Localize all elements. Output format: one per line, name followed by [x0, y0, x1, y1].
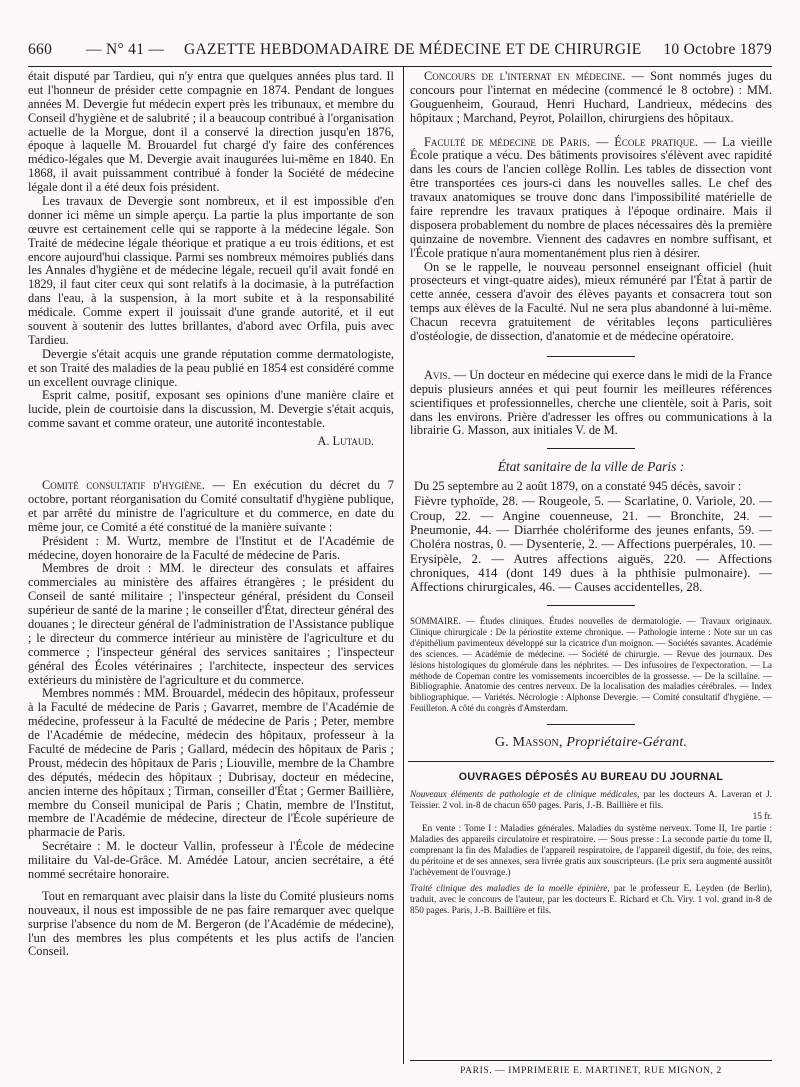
journal-title: GAZETTE HEBDOMADAIRE DE MÉDECINE ET DE CHIRURGIE [184, 41, 642, 58]
ouvrage1-price: 15 fr. [752, 811, 772, 822]
comite-remarque: Tout en remarquant avec plaisir dans la liste du Comité plusieurs noms nouveaux, il nous est impossible de ne pas faire remarquer avec quelque surprise l'absence du nom de M. Bergeron (de l'Académie de médecine), l'un des membres les plus compétents et les plus actifs de l'ancien Conseil. [28, 888, 394, 959]
faculte-heading: Faculté de médecine de Paris. — École pratique. [424, 134, 698, 149]
devergie-paragraph-4: Esprit calme, positif, exposant ses opinions d'une manière claire et lucide, plein de courtoisie dans la discussion, M. Devergie s'était acquis, comme savant et comme orateur, une autorité incontestable. [28, 388, 394, 431]
issue-number: — N° 41 — [86, 41, 165, 58]
comite-president: Président : M. Wurtz, membre de l'Institut et de l'Académie de médecine, doyen honoraire de la Faculté de médecine de Paris. [28, 533, 394, 562]
comite-secretaire: Secrétaire : M. le docteur Vallin, professeur à l'École de médecine militaire du Val-de-Grâce. M. Amédée Latour, ancien secrétaire, a été nommé secrétaire honoraire. [28, 839, 394, 881]
ouvrage3-title: Traité clinique des maladies de la moelle épinière, [410, 882, 610, 893]
etat-title: État sanitaire de la ville de Paris : [497, 459, 685, 475]
gerant-title: Propriétaire-Gérant. [566, 735, 688, 751]
ouvrage1-text: par les docteurs A. Laveran et J. Teissier. 2 vol. in-8 de chacun 650 pages. Paris, J.-B. Baillière et fils. [410, 788, 773, 811]
page-header [28, 37, 772, 63]
footer-rule [410, 1060, 772, 1061]
left-column [28, 70, 394, 959]
page-number: 660 [28, 41, 53, 58]
gerant-line [410, 735, 772, 751]
concours-heading: Concours de l'internat en médecine. [424, 69, 626, 83]
ouvrage1-title: Nouveaux éléments de pathologie et de clinique médicales, [410, 788, 640, 799]
comite-heading: Comité consultatif d'hygiène. [42, 478, 205, 493]
gerant-name: G. Masson, [494, 735, 563, 751]
avis-text: — Un docteur en médecine qui exerce dans le midi de la France depuis plusieurs années et qui peut fournir les meilleures références scientifiques et professionnelles, cherche une clientèle, soit à Paris, soit dans les environs. Prière d'adresser les offres ou communications à la librairie G. Masson, aux initiales V. de M. [410, 367, 772, 438]
imprimerie-line: PARIS. — IMPRIMERIE E. MARTINET, RUE MIGNON, 2 [460, 1066, 722, 1076]
concours-text: — Sont nommés juges du concours pour l'internat en médecine (commencé le 8 octobre) : MM. Gouguenheim, Gouraud, Henri Huchard, Landrieux, médecins des hôpitaux ; Marchand, Peyrot, Polaillon, chirurgiens des hôpitaux. [410, 69, 772, 125]
devergie-paragraph-1: était disputé par Tardieu, qui n'y entra que quelques années plus tard. Il eut l'honneur de présider cette compagnie en 1874. Pendant de longues années M. Devergie fut médecin expert près les tribunaux, et membre du Conseil d'hygiène et de salubrité ; il a beaucoup contribué à l'organisation actuelle de la Morgue, dont il a conservé la direction jusqu'en 1876, époque à laquelle M. Brouardel fut chargé d'y faire des conférences médico-légales que M. Devergie avait inaugurées lui-même en 1840. En 1868, il avait puissamment contribué à fonder la Société de médecine légale dont il a été deux fois président. [28, 69, 394, 195]
ouvrage3-text: par le professeur E. Leyden (de Berlin), traduit, avec le concours de l'auteur, par les docteurs E. Richard et Ch. Viry. 1 vol. grand in-8 de 850 pages. Paris, J.-B. Baillière et fils. [410, 882, 772, 916]
devergie-paragraph-2: Les travaux de Devergie sont nombreux, et il est impossible d'en donner ici même un simple aperçu. La partie la plus importante de son œuvre est certainement celle qui se rapporte à la médecine légale. Son Traité de médecine légale théorique et pratique a eu trois éditions, et est encore aujourd'hui classique. Parmi ses nombreux mémoires publiés dans les Annales d'hygiène et de médecine légale, recueil qu'il avait fondé en 1829, il faut citer ceux qui sont relatifs à la docimasie, à la putréfaction dans l'eau, à la suspension, à la mort subite et à la responsabilité médicale. Comme expert il jouissait d'une grande autorité, et il eut souvent à soutenir des luttes brillantes, d'abord avec Orfila, puis avec Tardieu. [28, 194, 394, 347]
faculte-text-1: — La vieille École pratique a vécu. Des bâtiments provisoires s'élèvent avec rapidité dans les cours de l'ancien collège Rollin. Les tables de dissection vont être transportées ces jours-ci dans les nouvelles salles. Le chef des travaux anatomiques se trouve donc dans l'impossibilité matérielle de faire reprendre les travaux pratiques à l'époque ordinaire. Mais il disposera probablement du nombre de places nécessaires dès la première quinzaine de novembre. Viennent des cadavres en nombre suffisant, et l'École pratique n'aura momentanément plus rien à désirer. [410, 134, 772, 260]
etat-list: Fièvre typhoïde, 28. — Rougeole, 5. — Scarlatine, 0. Variole, 20. — Croup, 22. — Angine couenneuse, 21. — Bronchite, 24. — Pneumonie, 44. — Diarrhée cholériforme des jeunes enfants, 59. — Choléra nostras, 0. — Dysenterie, 2. — Affections puerpérales, 10. — Erysipèle, 2. — Autres affections aiguës, 220. — Affections chroniques, 414 (dont 149 dues à la phthisie pulmonaire). — Affections chirurgicales, 46. — Causes accidentelles, 28. [410, 494, 772, 595]
column-divider [403, 66, 404, 1064]
issue-date: 10 Octobre 1879 [663, 41, 772, 58]
right-column [410, 70, 772, 916]
comite-membres-nommes: Membres nommés : MM. Brouardel, médecin des hôpitaux, professeur à la Faculté de médecine de Paris ; Gavarret, membre de l'Académie de médecine, professeur à la Faculté de médecine de Paris ; Peter, membre de l'Académie de médecine, médecin des hôpitaux, professeur à la Faculté de médecine de Paris ; Gallard, médecin des hôpitaux de Paris ; Proust, médecin des hôpitaux de Paris ; Liouville, membre de la Chambre des députés, médecin des hôpitaux ; Dubrisay, docteur en médecine, ancien interne des hôpitaux ; Tirman, conseiller d'État ; Germer Baillière, membre du Conseil municipal de Paris ; Chatin, membre de l'Institut, membre de l'Académie de médecine, directeur de l'École supérieure de pharmacie de Paris. [28, 686, 394, 840]
comite-intro: — En exécution du décret du 7 octobre, portant réorganisation du Comité consultatif d'hygiène publique, et par arrêté du ministre de l'agriculture et du commerce, en date du même jour, ce Comité a été constitué de la manière suivante : [28, 478, 394, 534]
ouvrages-list [410, 789, 772, 916]
etat-sanitaire [410, 459, 772, 594]
author-signature: A. Lutaud. [317, 434, 374, 449]
devergie-paragraph-3: Devergie s'était acquis une grande réputation comme dermatologiste, et son Traité des maladies de la peau publié en 1854 est considéré comme un excellent ouvrage clinique. [28, 346, 394, 389]
sommaire-text: — Études cliniques. Études nouvelles de dermatologie. — Travaux originaux. Clinique chirurgicale : De la périostite externe chronique. — Pathologie interne : Note sur un cas d'épithélium pavimenteux développé sur la cicatrice d'un moignon. — Sociétés savantes. Académie des sciences. — Académie de médecine. — Société de chirurgie. — Revue des journaux. Des lésions histologiques du glomérule dans les néphrites. — Des infusoires de l'expectoration. — La méthode de Copeman contre les vomissements incoercibles de la grossesse. — De la scillaïne. — Bibliographie. Anatomie des centres nerveux. De la localisation des maladies cérébrales. — Index bibliographique. — Variétés. Nécrologie : Alphonse Devergie. — Comité consultatif d'hygiène. — Feuilleton. A côté du congrès d'Amsterdam. [410, 615, 773, 714]
sommaire [410, 616, 772, 715]
sommaire-heading: SOMMAIRE. [410, 615, 461, 626]
etat-intro: Du 25 septembre au 2 août 1879, on a constaté 945 décès, savoir : [414, 479, 742, 494]
header-rule [28, 66, 772, 67]
ouvrage2-text: En vente : Tome I : Maladies générales. Maladies du système nerveux. Tome II, 1re partie : Maladies des appareils circulatoire et respiratoire. — Sous presse : La seconde partie du tome II, comprenant la fin des Maladies de l'appareil respiratoire, de l'appareil digestif, du foie, des reins, du péritoine et de ses annexes, sera livrée gratis aux souscripteurs. (Le prix sera augmenté aussitôt l'achèvement de l'ouvrage.) [410, 822, 772, 878]
faculte-text-2: On se le rappelle, le nouveau personnel enseignant officiel (huit prosecteurs et vingt-quatre aides), mieux rémunéré par l'État à partir de cette année, cessera d'avoir des élèves payants et consacrera tout son temps aux élèves de la Faculté. Nul ne sera plus abandonné à lui-même. Chacun recevra gratuitement de véritables leçons particulières d'ostéologie, de dissection, d'anatomie et de médecine opératoire. [410, 259, 772, 344]
ouvrages-title: OUVRAGES DÉPOSÉS AU BUREAU DU JOURNAL [458, 771, 724, 784]
comite-membres-de-droit: Membres de droit : MM. le directeur des consulats et affaires commerciales au ministère des affaires étrangères ; le président du Conseil de santé militaire ; l'inspecteur général, président du Conseil supérieur de santé de la marine ; le conseiller d'État, directeur général des douanes ; le directeur général de l'administration de l'Assistance publique ; le directeur du commerce intérieur au ministère de l'agriculture et du commerce ; l'inspecteur général des services sanitaires ; l'inspecteur général des Écoles vétérinaires ; l'architecte, inspecteur des services extérieurs du ministère de l'agriculture et du commerce. [28, 561, 394, 687]
avis-heading: Avis. [424, 367, 451, 382]
